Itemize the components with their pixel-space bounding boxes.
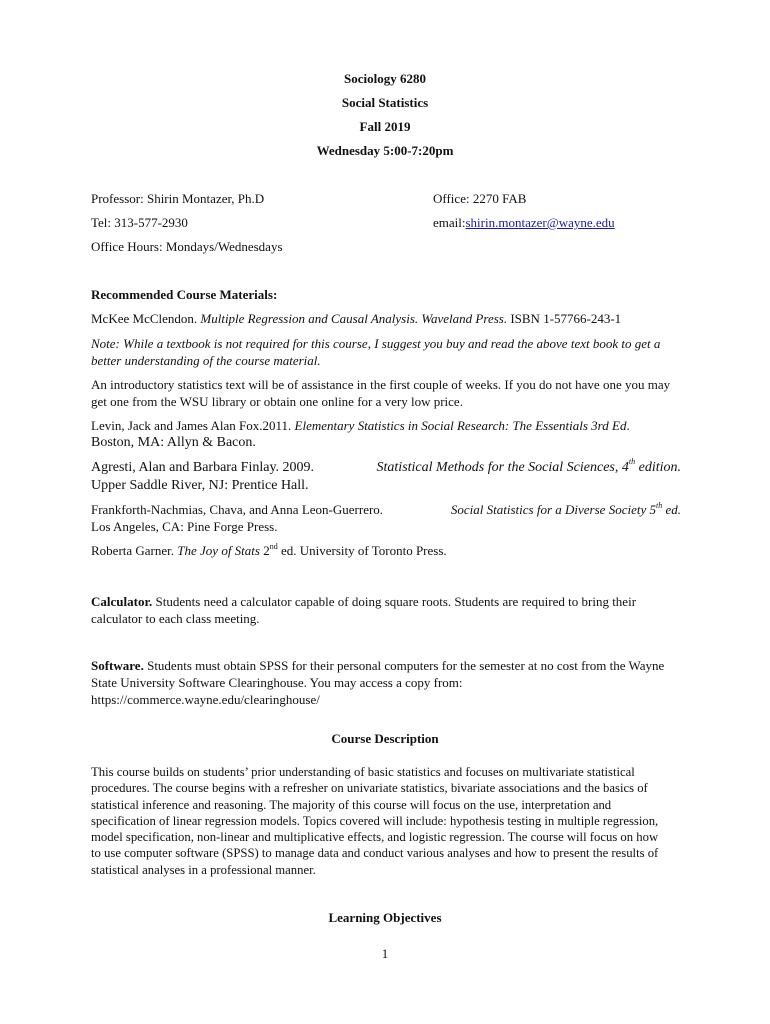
- intro-text: An introductory statistics text will be of assistance in the first couple of weeks. If you do not have one you may get one from the WSU library or obtain one online for a very low price.: [91, 377, 671, 409]
- telephone: Tel: 313-577-2930: [91, 215, 188, 230]
- main-textbook-isbn: ISBN 1-57766-243-1: [510, 311, 622, 326]
- ref3-sup: th: [655, 500, 663, 510]
- main-textbook-title: Multiple Regression and Causal Analysis. Waveland Press.: [200, 311, 508, 326]
- course-title: Social Statistics: [341, 95, 429, 110]
- page-number: 1: [381, 946, 389, 961]
- ref2-author: Agresti, Alan and Barbara Finlay. 2009.: [91, 460, 315, 475]
- software-section: [91, 657, 681, 708]
- reference-agresti: [91, 457, 681, 476]
- ref4-title: The Joy of Stats: [177, 543, 260, 558]
- ref2-title-wrap: [376, 457, 681, 476]
- email-link[interactable]: shirin.montazer@wayne.edu: [465, 215, 615, 230]
- ref2-edition: edition.: [638, 460, 681, 475]
- main-textbook-author: McKee McClendon.: [91, 311, 198, 326]
- email-label: email:: [433, 215, 466, 230]
- ref2-title: Statistical Methods for the Social Sciences, 4: [376, 460, 629, 475]
- ref1-end: .: [626, 418, 630, 433]
- main-textbook: [91, 311, 621, 327]
- calculator-section: [91, 593, 681, 627]
- description-heading: Course Description: [331, 731, 439, 746]
- ref2-sup: th: [628, 457, 636, 467]
- ref4-num: 2: [263, 543, 270, 558]
- office-location: Office: 2270 FAB: [433, 191, 527, 206]
- ref2-publisher: Upper Saddle River, NJ: Prentice Hall.: [91, 478, 309, 493]
- ref3-author: Frankforth-Nachmias, Chava, and Anna Leon-Guerrero.: [91, 502, 384, 517]
- reference-garner: [91, 543, 447, 559]
- course-term: Fall 2019: [359, 119, 411, 134]
- materials-heading: Recommended Course Materials:: [91, 287, 278, 302]
- course-number: Sociology 6280: [344, 71, 426, 86]
- software-url[interactable]: https://commerce.wayne.edu/clearinghouse/: [91, 692, 320, 707]
- course-schedule: Wednesday 5:00-7:20pm: [316, 143, 454, 158]
- ref1-title: Elementary Statistics in Social Research: The Essentials 3rd Ed: [294, 418, 627, 433]
- ref1-author: Levin, Jack and James Alan Fox.2011.: [91, 418, 292, 433]
- email-line: [433, 215, 615, 231]
- software-label: Software.: [91, 658, 144, 673]
- ref4-rest: ed. University of Toronto Press.: [280, 543, 447, 558]
- ref4-author: Roberta Garner.: [91, 543, 175, 558]
- ref3-publisher: Los Angeles, CA: Pine Forge Press.: [91, 519, 278, 534]
- ref3-title: Social Statistics for a Diverse Society 5: [450, 502, 656, 517]
- software-text: Students must obtain SPSS for their personal computers for the semester at no cost from the Wayne State University Software Clearinghouse. You may access a copy from:: [91, 658, 665, 690]
- reference-frankforth: [91, 502, 681, 518]
- textbook-note: Note: While a textbook is not required for this course, I suggest you buy and read the above text book to get a better understanding of the course material.: [91, 336, 661, 368]
- ref3-title-wrap: [451, 502, 681, 518]
- ref4-sup: nd: [269, 541, 278, 551]
- description-text: This course builds on students’ prior understanding of basic statistics and focuses on multivariate statistical procedures. The course begins with a refresher on univariate statistics, bivariate associations and the basics of statistical inference and reasoning. The majority of this course will focus on the use, interpretation and specification of linear regression models. Topics covered will include: hypothesis testing in multiple regression, model specification, non-linear and multiplicative effects, and logistic regression. The course will focus on how to use computer software (SPSS) to manage data and conduct various analyses and how to present the results of statistical analyses in a professional manner.: [91, 765, 659, 877]
- professor-name: Professor: Shirin Montazer, Ph.D: [91, 191, 265, 206]
- calculator-label: Calculator.: [91, 594, 153, 609]
- ref3-edition: ed.: [665, 502, 681, 517]
- office-hours: Office Hours: Mondays/Wednesdays: [91, 239, 283, 254]
- ref1-publisher: Boston, MA: Allyn & Bacon.: [91, 435, 256, 450]
- objectives-heading: Learning Objectives: [328, 910, 442, 925]
- calculator-text: Students need a calculator capable of doing square roots. Students are required to bring their calculator to each class meeting.: [91, 594, 637, 626]
- reference-levin: [91, 418, 630, 434]
